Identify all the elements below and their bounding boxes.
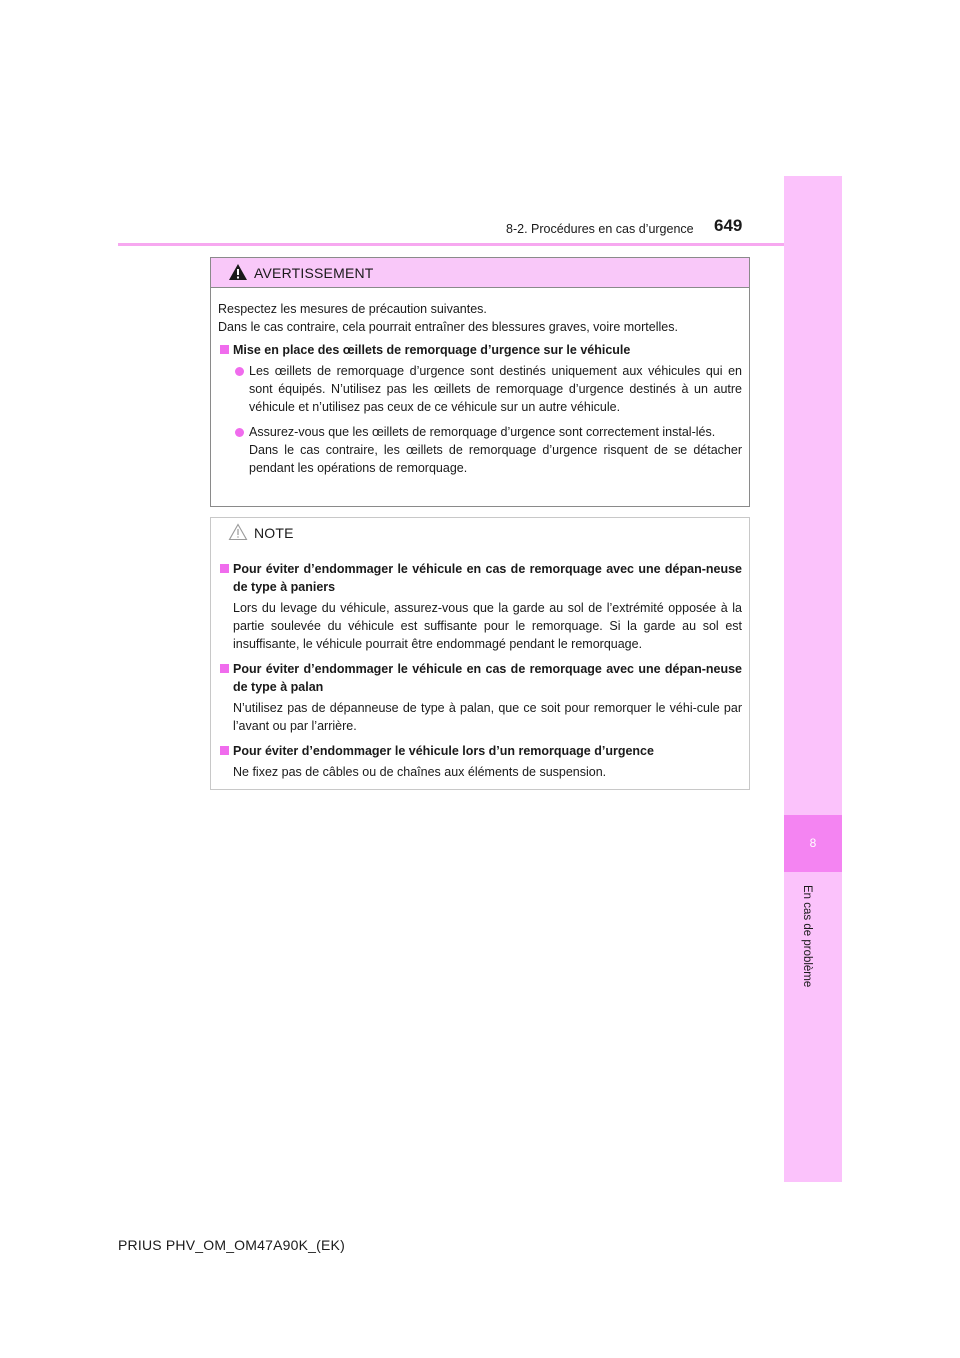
warning-title: AVERTISSEMENT (254, 265, 374, 281)
warning-intro-line: Dans le cas contraire, cela pourrait entraîner des blessures graves, voire mortelles. (218, 320, 678, 334)
chapter-label: En cas de problème (801, 885, 813, 988)
note-section-heading (218, 660, 742, 696)
note-section-heading-text: Pour éviter d’endommager le véhicule en cas de remorquage avec une dépan-neuse de type à palan (233, 662, 742, 694)
note-section-body: N’utilisez pas de dépanneuse de type à palan, que ce soit pour remorquer le véhi-cule par l’avant ou par l’arrière. (233, 701, 742, 733)
warning-bullet (218, 423, 742, 477)
square-bullet-icon (220, 746, 229, 755)
round-bullet-icon (235, 428, 244, 437)
caution-outline-icon (228, 523, 248, 541)
note-title: NOTE (254, 525, 294, 541)
chapter-side-tab (784, 176, 842, 1182)
square-bullet-icon (220, 564, 229, 573)
note-section-body: Lors du levage du véhicule, assurez-vous que la garde au sol de l’extrémité opposée à la partie soulevée du véhicule est suffisante pour le remorquage. Si la garde au sol est insuffisante, le véhicule pourrait être endommagé pendant le remorquage. (233, 601, 742, 651)
document-code: PRIUS PHV_OM_OM47A90K_(EK) (118, 1237, 345, 1253)
warning-intro-line: Respectez les mesures de précaution suivantes. (218, 302, 487, 316)
note-section-heading-text: Pour éviter d’endommager le véhicule lors d’un remorquage d’urgence (233, 744, 654, 758)
warning-bullet (218, 362, 742, 416)
chapter-number: 8 (784, 815, 842, 872)
square-bullet-icon (220, 345, 229, 354)
warning-bullet-text: Assurez-vous que les œillets de remorquage d’urgence sont correctement instal-lés. (249, 425, 716, 439)
page-number: 649 (714, 216, 743, 235)
round-bullet-icon (235, 367, 244, 376)
note-section-heading-text: Pour éviter d’endommager le véhicule en cas de remorquage avec une dépan-neuse de type à paniers (233, 562, 742, 594)
section-title: 8-2. Procédures en cas d’urgence (506, 222, 694, 236)
square-bullet-icon (220, 664, 229, 673)
warning-bullet-text: Les œillets de remorquage d’urgence sont destinés uniquement aux véhicules qui en sont équipés. N’utilisez pas les œillets de remorquage d’urgence destinés à un autre véhicule et n’utilisez pas ceux de ce véhicule sur un autre véhicule. (249, 364, 742, 414)
note-section-heading (218, 560, 742, 596)
warning-box (210, 257, 750, 507)
warning-section-heading-text: Mise en place des œillets de remorquage d’urgence sur le véhicule (233, 343, 631, 357)
warning-triangle-icon (228, 263, 248, 281)
header-divider (118, 243, 842, 246)
note-section-heading (218, 742, 742, 760)
warning-header (211, 258, 749, 288)
note-header (211, 518, 749, 548)
warning-bullet-text: Dans le cas contraire, les œillets de remorquage d’urgence risquent de se détacher pendant les opérations de remorquage. (249, 443, 742, 475)
note-section-body: Ne fixez pas de câbles ou de chaînes aux éléments de suspension. (233, 765, 607, 779)
note-box (210, 517, 750, 790)
warning-section-heading (218, 341, 742, 359)
warning-intro (218, 300, 742, 336)
